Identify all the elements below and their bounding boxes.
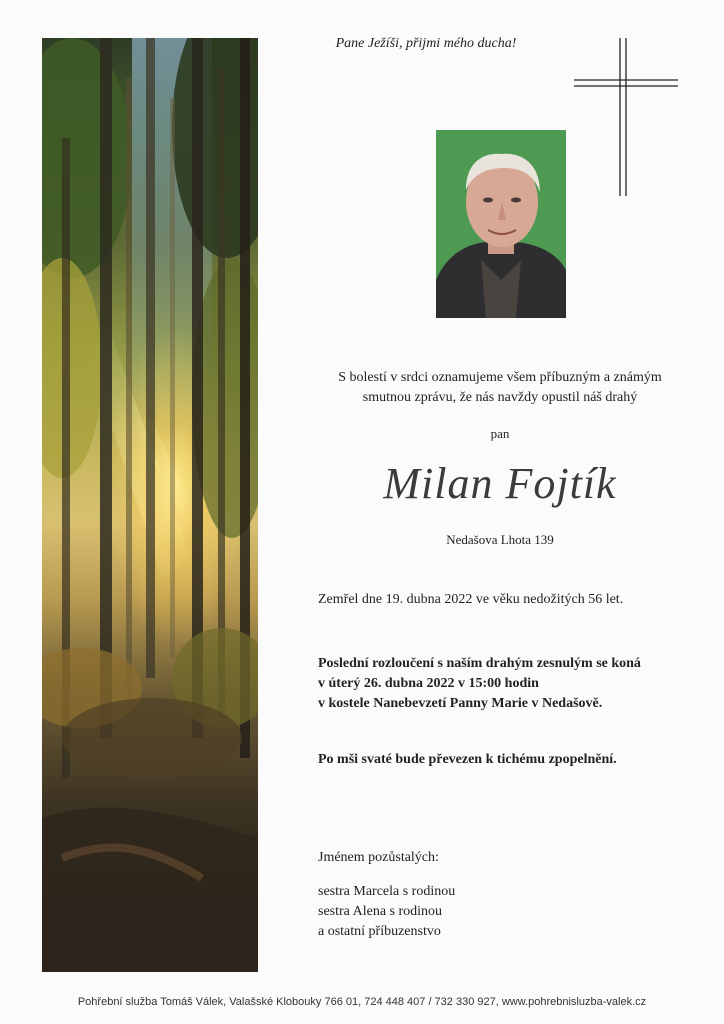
survivor-item: sestra Alena s rodinou (318, 904, 443, 919)
deceased-photo (436, 130, 566, 318)
address: Nedašova Lhota 139 (446, 532, 554, 547)
intro-line: S bolestí v srdci oznamujeme všem příbuzným a známým (338, 370, 662, 385)
survivor-item: sestra Marcela s rodinou (318, 884, 456, 899)
survivors-list (318, 882, 455, 942)
intro-line: smutnou zprávu, že nás navždy opustil náš drahý (362, 390, 638, 405)
farewell-line: Poslední rozloučení s naším drahým zesnulým se koná (318, 656, 641, 671)
death-notice: Zemřel dne 19. dubna 2022 ve věku nedožitých 56 let. (318, 592, 624, 607)
forest-trees-illustration (42, 38, 258, 972)
honorific: pan (490, 426, 510, 441)
farewell-line: v kostele Nanebevzetí Panny Marie v Nedašově. (318, 696, 603, 711)
cremation-note: Po mši svaté bude převezen k tichému zpopelnění. (318, 752, 617, 767)
forest-image (42, 38, 258, 972)
deceased-name: Milan Fojtík (383, 459, 617, 508)
intro-text (300, 368, 700, 408)
survivor-item: a ostatní příbuzenstvo (318, 924, 441, 939)
survivors-label: Jménem pozůstalých: (318, 850, 439, 865)
invocation-text: Pane Ježíši, přijmi mého ducha! (335, 36, 517, 51)
cross-icon (572, 38, 680, 196)
farewell-line: v úterý 26. dubna 2022 v 15:00 hodin (318, 676, 539, 691)
farewell-details (318, 654, 641, 714)
footer-contact: Pohřební služba Tomáš Válek, Valašské Klobouky 766 01, 724 448 407 / 732 330 927, www.pohrebnisluzba-valek.cz (77, 996, 647, 1008)
